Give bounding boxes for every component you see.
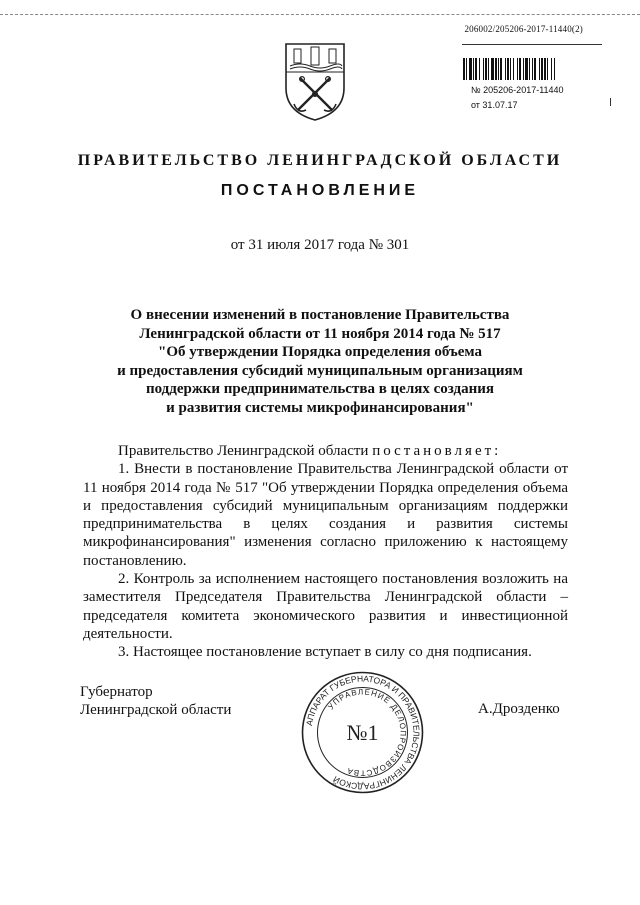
signatory-name: А.Дрозденко <box>478 701 560 717</box>
subject-line: поддержки предпринимательства в целях создания <box>145 381 495 398</box>
stamp-outer-text: АППАРАТ ГУБЕРНАТОРА И ПРАВИТЕЛЬСТВА ЛЕНИНГРАДСКОЙ <box>303 673 422 792</box>
subject-line: "Об утверждении Порядка определения объема <box>158 344 482 361</box>
signatory-position <box>80 683 231 720</box>
subject-line: О внесении изменений в постановление Правительства <box>130 307 510 323</box>
position-line-1: Губернатор <box>80 684 153 700</box>
registration-date: от 31.07.17 <box>471 100 518 110</box>
registration-code: 206002/205206-2017-11440(2) <box>464 24 583 34</box>
preamble-verb: постановляет: <box>372 443 502 459</box>
document-date-number: от 31 июля 2017 года № 301 <box>230 237 410 253</box>
barcode <box>463 58 603 80</box>
item-2: 2. Контроль за исполнением настоящего постановления возложить на заместителя Председателя Правительства Ленинградской области – председателя комитета экономического развития и инвестиционной деятельности. <box>83 571 568 642</box>
coat-of-arms-icon <box>280 38 350 123</box>
item-1: 1. Внести в постановление Правительства Ленинградской области от 11 ноября 2014 года № 517 "Об утверждении Порядка определения объема и предоставления субсидий муниципальным организациям поддержки предпринимательства в целях создания и развития системы микрофинансирования" изменения согласно приложению к настоящему постановлению. <box>83 461 568 569</box>
subject-line: и предоставления субсидий муниципальным организациям <box>117 362 523 379</box>
registration-underline <box>462 44 602 45</box>
preamble <box>83 442 568 460</box>
document-subject <box>60 306 580 418</box>
document-type: ПОСТАНОВЛЕНИЕ <box>220 182 420 199</box>
corner-mark <box>610 98 611 106</box>
stamp-number: №1 <box>346 720 379 745</box>
official-stamp <box>300 670 425 795</box>
preamble-lead: Правительство Ленинградской области <box>118 443 373 459</box>
position-line-2: Ленинградской области <box>80 702 232 719</box>
subject-line: Ленинградской области от 11 ноября 2014 года № 517 <box>139 325 501 342</box>
registration-number: № 205206-2017-11440 <box>471 85 564 95</box>
stamp-inner-text: УПРАВЛЕНИЕ ДЕЛОПРОИЗВОДСТВА <box>326 687 408 778</box>
item-3: 3. Настоящее постановление вступает в силу со дня подписания. <box>118 644 532 661</box>
government-title: ПРАВИТЕЛЬСТВО ЛЕНИНГРАДСКОЙ ОБЛАСТИ <box>77 152 563 169</box>
top-scan-line <box>0 14 640 15</box>
subject-line: и развития системы микрофинансирования" <box>166 399 474 416</box>
document-body <box>83 442 568 662</box>
